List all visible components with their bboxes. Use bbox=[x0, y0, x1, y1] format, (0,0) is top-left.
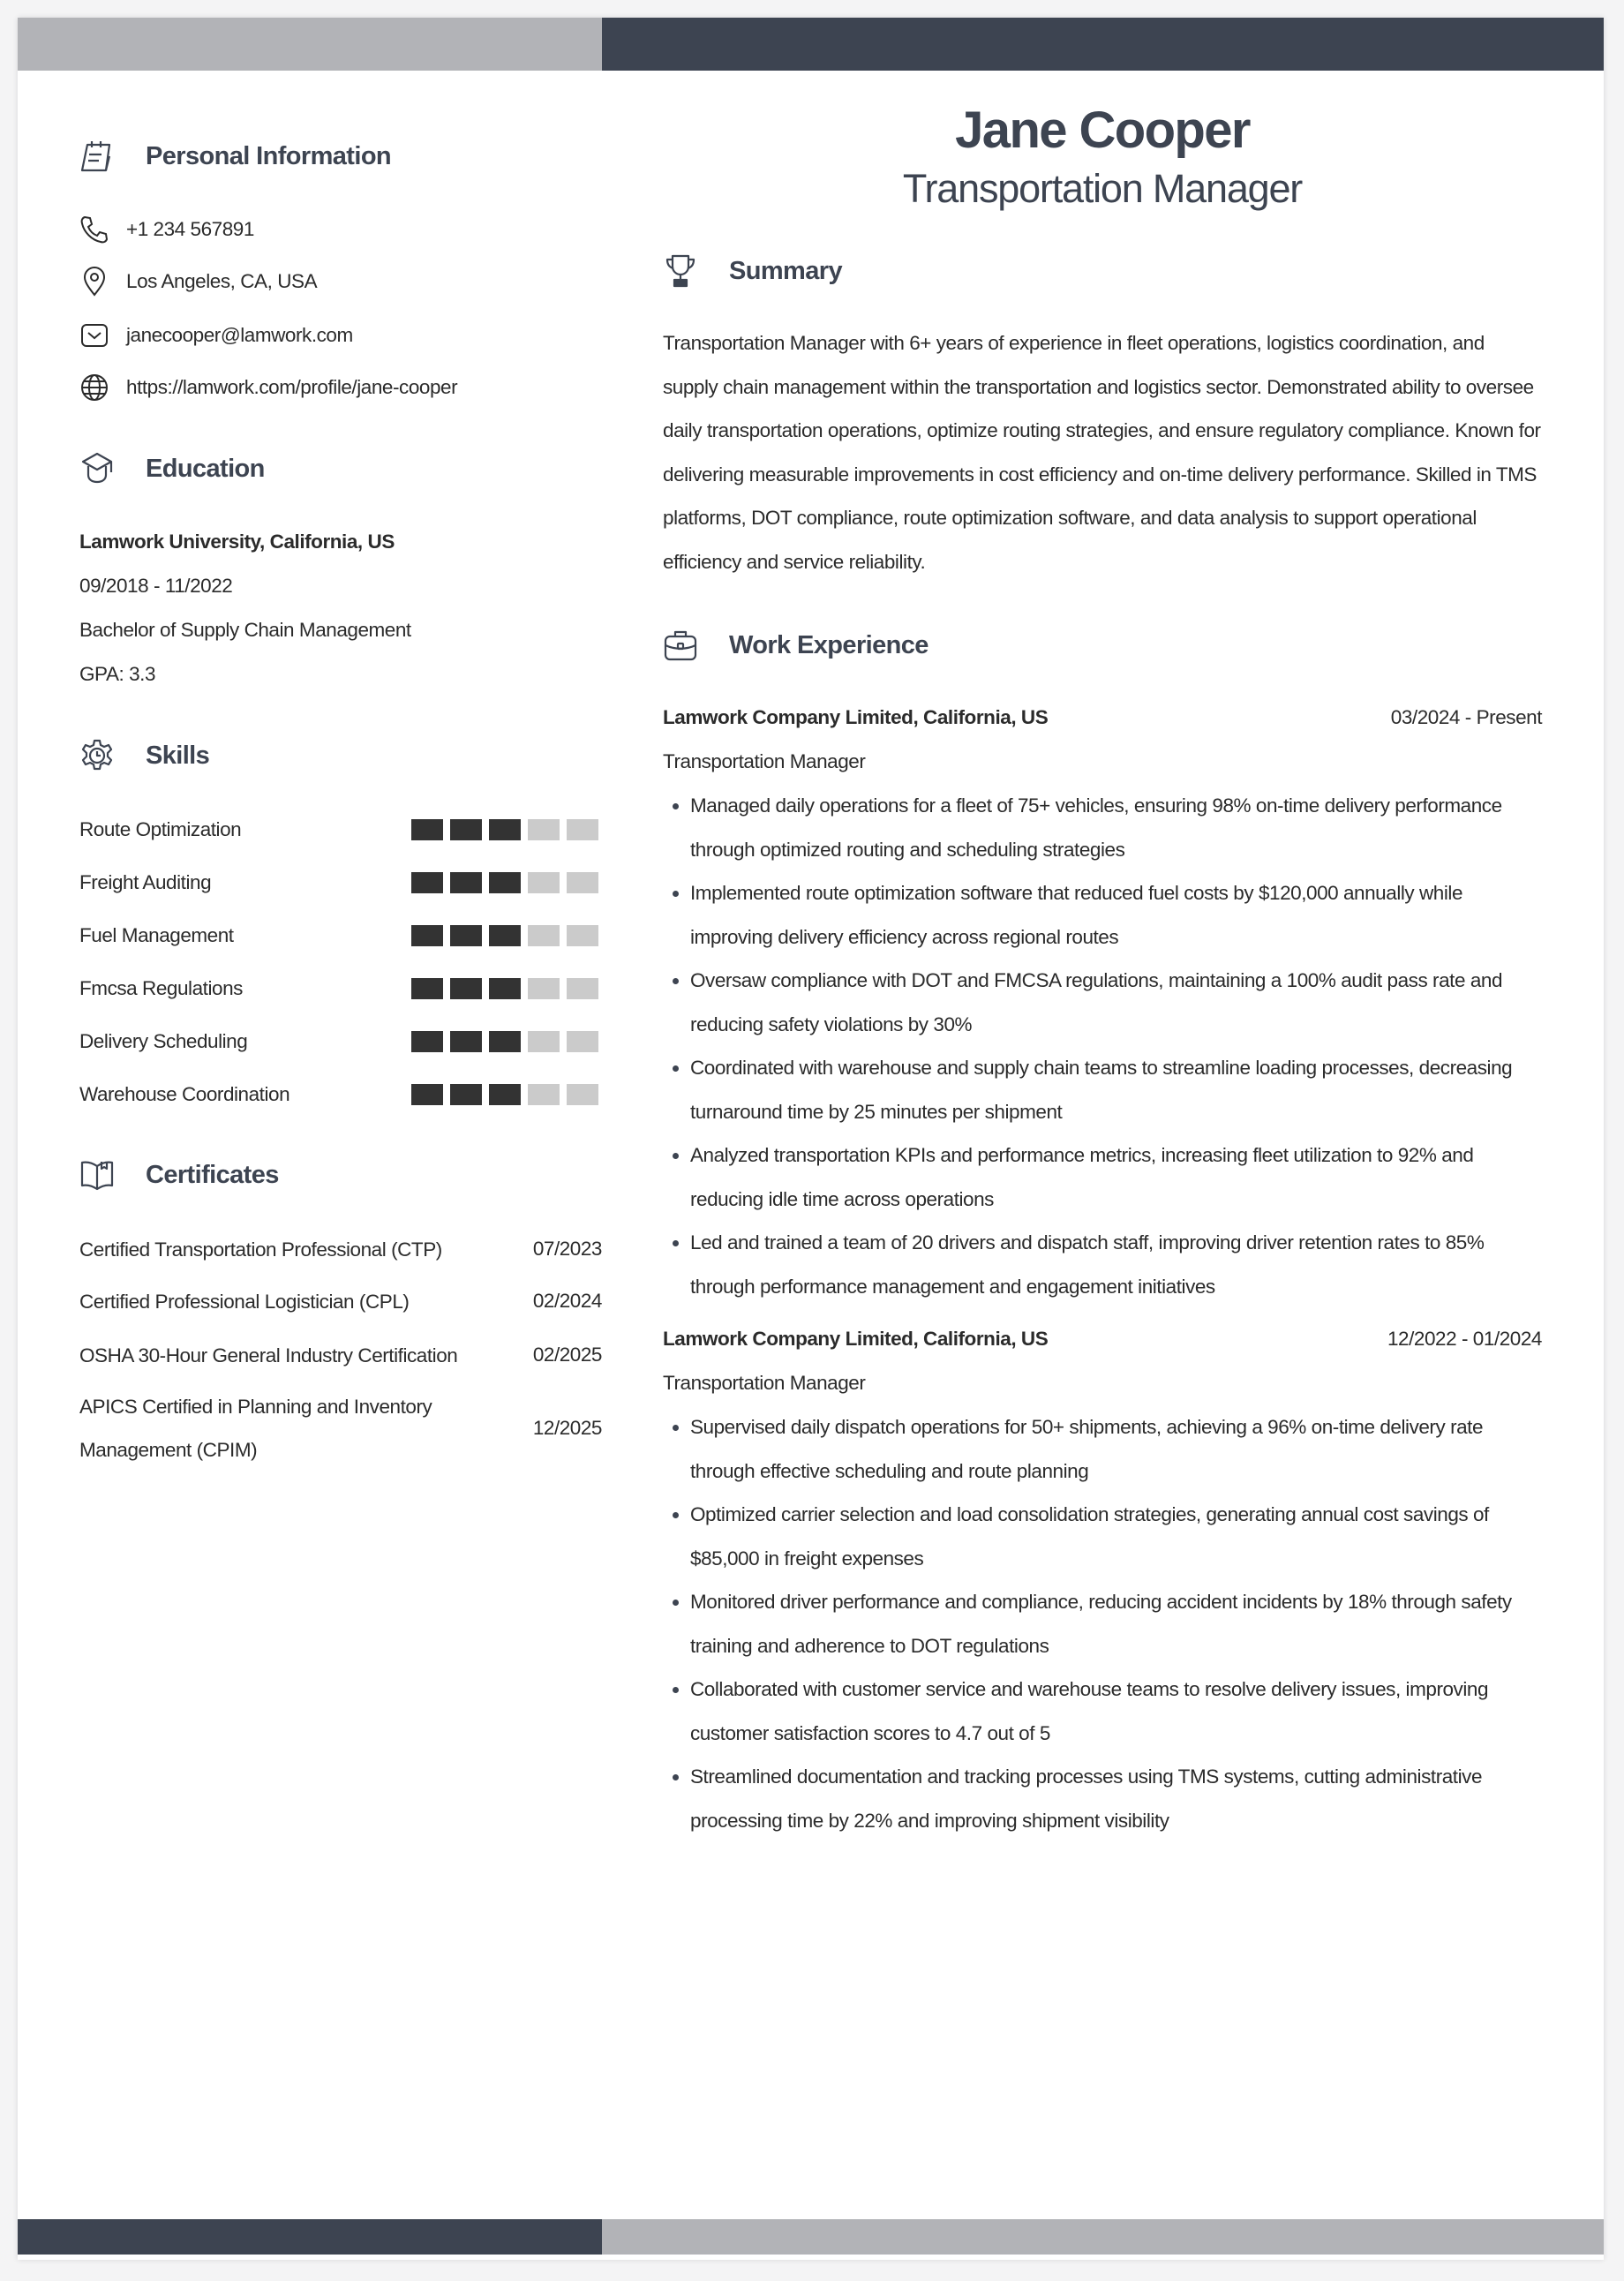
candidate-title: Transportation Manager bbox=[902, 166, 1303, 211]
job-list bbox=[663, 696, 1542, 1842]
job-bullet: Streamlined documentation and tracking processes using TMS systems, cutting administrative processing time by 22% and improving shipment visibility bbox=[663, 1755, 1542, 1842]
job-company: Lamwork Company Limited, California, US bbox=[663, 1328, 1049, 1350]
top-bar-left bbox=[18, 18, 602, 71]
briefcase-icon bbox=[663, 628, 698, 663]
job-dates: 12/2022 - 01/2024 bbox=[1387, 1328, 1542, 1350]
skill-level-filled bbox=[411, 1031, 443, 1052]
contact-email: janecooper@lamwork.com bbox=[79, 313, 353, 358]
section-heading: Personal Information bbox=[146, 141, 392, 170]
skill-level-empty bbox=[567, 978, 598, 999]
skill-name: Freight Auditing bbox=[79, 871, 212, 893]
gpa: GPA: 3.3 bbox=[79, 663, 156, 685]
skill-level-empty bbox=[567, 872, 598, 893]
skill-level-meter bbox=[411, 1031, 598, 1052]
section-heading: Certificates bbox=[146, 1160, 279, 1189]
degree: Bachelor of Supply Chain Management bbox=[79, 619, 411, 641]
skill-level-empty bbox=[528, 1084, 560, 1105]
job-bullet: Coordinated with warehouse and supply chain teams to streamline loading processes, decreasing turnaround time by 25 minutes per shipment bbox=[663, 1046, 1542, 1133]
job-bullet: Optimized carrier selection and load consolidation strategies, generating annual cost savings of $85,000 in freight expenses bbox=[663, 1493, 1542, 1580]
contact-phone: +1 234 567891 bbox=[79, 207, 254, 252]
section-work-experience bbox=[663, 623, 929, 667]
certificate-row bbox=[79, 1279, 602, 1323]
job-bullet: Supervised daily dispatch operations for 50+ shipments, achieving a 96% on-time delivery rate through effective scheduling and route planning bbox=[663, 1405, 1542, 1493]
job-bullet: Monitored driver performance and compliance, reducing accident incidents by 18% through safety training and adherence to DOT regulations bbox=[663, 1580, 1542, 1667]
skill-level-filled bbox=[411, 872, 443, 893]
skill-row bbox=[79, 1073, 602, 1117]
certificate-row bbox=[79, 1385, 602, 1472]
job-bullet: Collaborated with customer service and warehouse teams to resolve delivery issues, improving customer satisfaction scores to 4.7 out of 5 bbox=[663, 1667, 1542, 1755]
job-role: Transportation Manager bbox=[663, 1372, 866, 1394]
skill-level-meter bbox=[411, 925, 598, 946]
skill-level-meter bbox=[411, 819, 598, 840]
certificate-name: Certified Professional Logistician (CPL) bbox=[79, 1290, 410, 1313]
certificate-date: 02/2024 bbox=[532, 1290, 602, 1312]
section-heading: Summary bbox=[729, 256, 842, 285]
education-dates: 09/2018 - 11/2022 bbox=[79, 575, 233, 597]
certificate-name: OSHA 30-Hour General Industry Certification bbox=[79, 1344, 458, 1366]
job-dates: 03/2024 - Present bbox=[1390, 706, 1542, 728]
skill-level-filled bbox=[489, 978, 521, 999]
notepad-icon bbox=[79, 139, 115, 174]
certificate-date: 12/2025 bbox=[532, 1417, 602, 1439]
skill-level-filled bbox=[489, 1031, 521, 1052]
section-heading: Skills bbox=[146, 741, 210, 770]
skill-level-filled bbox=[450, 978, 482, 999]
skill-level-filled bbox=[450, 872, 482, 893]
job-bullets bbox=[663, 1405, 1542, 1842]
skill-level-empty bbox=[528, 819, 560, 840]
certificate-name: APICS Certified in Planning and Inventory Management (CPIM) bbox=[79, 1396, 432, 1461]
trophy-icon bbox=[663, 253, 698, 289]
summary-text: Transportation Manager with 6+ years of experience in fleet operations, logistics coordination, and supply chain management within the transportation and logistics sector. Demonstrated ability to oversee daily transportation operations, optimize routing strategies, and ensure regulatory compliance. Known for delivering measurable improvements in cost efficiency and on-time delivery performance. Skilled in TMS platforms, DOT compliance, route optimization software, and data analysis to support operational efficiency and service reliability. bbox=[663, 332, 1541, 573]
skill-level-filled bbox=[411, 819, 443, 840]
skill-name: Delivery Scheduling bbox=[79, 1030, 248, 1052]
skill-level-filled bbox=[450, 1084, 482, 1105]
skill-level-filled bbox=[489, 925, 521, 946]
education-entry bbox=[79, 520, 411, 696]
graduation-cap-icon bbox=[79, 451, 115, 486]
gear-clock-icon bbox=[79, 738, 115, 773]
skill-level-filled bbox=[411, 1084, 443, 1105]
contact-website: https://lamwork.com/profile/jane-cooper bbox=[79, 365, 457, 410]
skill-level-empty bbox=[528, 872, 560, 893]
certificate-row bbox=[79, 1227, 602, 1271]
job-entry bbox=[663, 1317, 1542, 1842]
certificate-date: 02/2025 bbox=[532, 1344, 602, 1366]
job-bullet: Implemented route optimization software that reduced fuel costs by $120,000 annually while improving delivery efficiency across regional routes bbox=[663, 871, 1542, 959]
skill-row bbox=[79, 967, 602, 1011]
certificate-date: 07/2023 bbox=[532, 1238, 602, 1260]
section-personal-information bbox=[79, 134, 391, 178]
skill-level-filled bbox=[489, 1084, 521, 1105]
skill-level-filled bbox=[489, 819, 521, 840]
certificate-row bbox=[79, 1333, 602, 1377]
book-icon bbox=[79, 1157, 115, 1193]
globe-icon bbox=[79, 373, 109, 403]
skill-level-filled bbox=[411, 978, 443, 999]
section-heading: Work Experience bbox=[729, 630, 929, 659]
skill-level-empty bbox=[567, 1084, 598, 1105]
job-bullet: Oversaw compliance with DOT and FMCSA regulations, maintaining a 100% audit pass rate and reducing safety violations by 30% bbox=[663, 959, 1542, 1046]
job-bullet: Managed daily operations for a fleet of 75+ vehicles, ensuring 98% on-time delivery performance through optimized routing and scheduling strategies bbox=[663, 784, 1542, 871]
section-skills bbox=[79, 734, 209, 778]
phone-icon bbox=[79, 215, 109, 245]
section-education bbox=[79, 447, 265, 491]
skill-level-filled bbox=[450, 819, 482, 840]
school: Lamwork University, California, US bbox=[79, 531, 395, 553]
skill-name: Route Optimization bbox=[79, 818, 242, 840]
job-company: Lamwork Company Limited, California, US bbox=[663, 706, 1049, 728]
top-bar-right bbox=[602, 18, 1604, 71]
skill-level-meter bbox=[411, 872, 598, 893]
candidate-name: Jane Cooper bbox=[955, 102, 1250, 159]
skill-row bbox=[79, 808, 602, 852]
certificate-name: Certified Transportation Professional (CTP) bbox=[79, 1238, 442, 1261]
skill-level-filled bbox=[411, 925, 443, 946]
location-pin-icon bbox=[79, 267, 109, 297]
skill-level-empty bbox=[528, 978, 560, 999]
section-heading: Education bbox=[146, 454, 265, 483]
section-summary bbox=[663, 249, 842, 293]
skill-level-meter bbox=[411, 978, 598, 999]
skill-level-empty bbox=[528, 1031, 560, 1052]
skill-level-filled bbox=[450, 925, 482, 946]
skill-level-filled bbox=[450, 1031, 482, 1052]
skill-level-empty bbox=[528, 925, 560, 946]
skill-row bbox=[79, 1020, 602, 1064]
skill-name: Warehouse Coordination bbox=[79, 1083, 290, 1105]
skill-level-empty bbox=[567, 925, 598, 946]
contact-location: Los Angeles, CA, USA bbox=[79, 260, 317, 304]
skill-level-meter bbox=[411, 1084, 598, 1105]
skill-name: Fuel Management bbox=[79, 924, 234, 946]
skill-row bbox=[79, 914, 602, 958]
job-bullet: Led and trained a team of 20 drivers and dispatch staff, improving driver retention rates to 85% through performance management and engagement initiatives bbox=[663, 1221, 1542, 1308]
job-role: Transportation Manager bbox=[663, 750, 866, 772]
skill-level-filled bbox=[489, 872, 521, 893]
skill-level-empty bbox=[567, 819, 598, 840]
mail-icon bbox=[79, 320, 109, 350]
section-certificates bbox=[79, 1153, 279, 1197]
skill-row bbox=[79, 861, 602, 905]
bottom-bar-right bbox=[602, 2219, 1604, 2255]
skill-name: Fmcsa Regulations bbox=[79, 977, 243, 999]
job-entry bbox=[663, 696, 1542, 1308]
job-bullet: Analyzed transportation KPIs and performance metrics, increasing fleet utilization to 92% and reducing idle time across operations bbox=[663, 1133, 1542, 1221]
skill-level-empty bbox=[567, 1031, 598, 1052]
bottom-bar-left bbox=[18, 2219, 602, 2255]
job-bullets bbox=[663, 784, 1542, 1308]
